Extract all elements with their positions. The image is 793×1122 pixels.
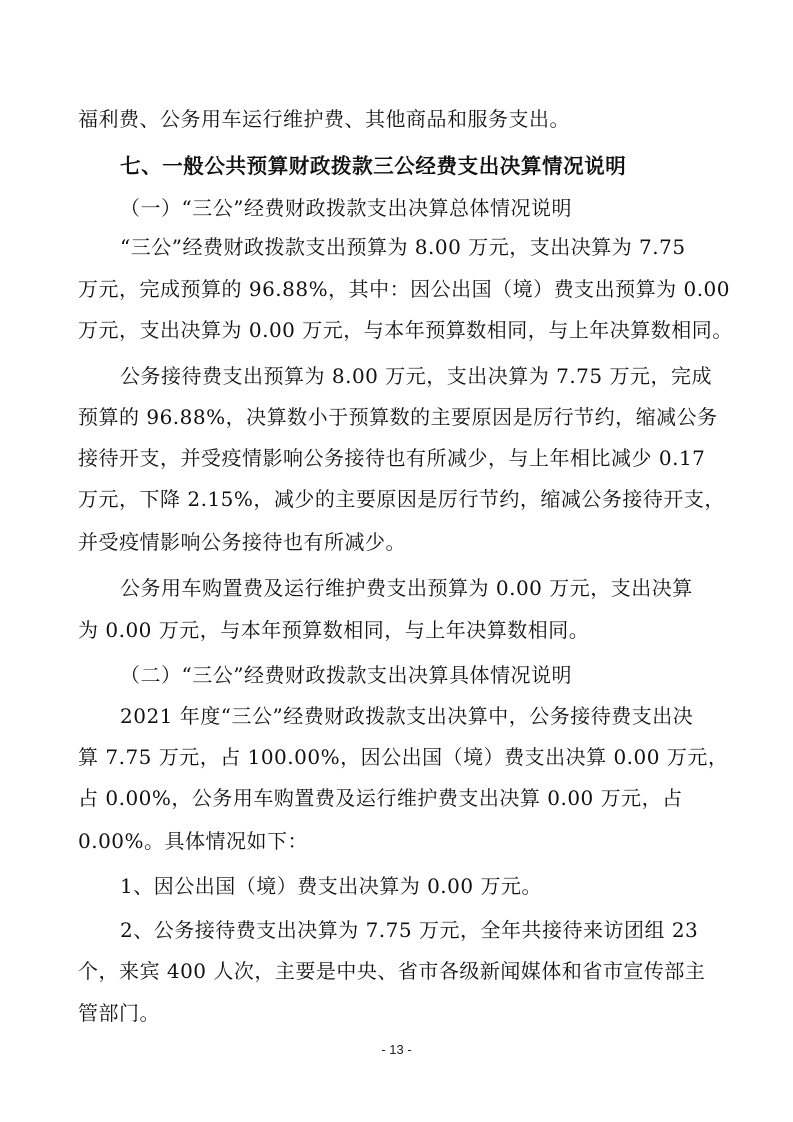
text-line: 2、公务接待费支出决算为 7.75 万元，全年共接待来访团组 23 — [120, 918, 699, 942]
text-line: 管部门。 — [78, 1001, 160, 1025]
section-heading: 七、一般公共预算财政拨款三公经费支出决算情况说明 — [120, 154, 627, 178]
text-line: 个，来宾 400 人次，主要是中央、省市各级新闻媒体和省市宣传部主 — [78, 959, 706, 983]
text-line: 公务用车购置费及运行维护费支出预算为 0.00 万元，支出决算 — [120, 576, 693, 600]
text-line: 2021 年度“三公”经费财政拨款支出决算中，公务接待费支出决 — [120, 704, 694, 728]
text-line: 1、因公出国（境）费支出决算为 0.00 万元。 — [120, 874, 542, 898]
text-line: 福利费、公务用车运行维护费、其他商品和服务支出。 — [78, 107, 570, 131]
text-line: “三公”经费财政拨款支出预算为 8.00 万元，支出决算为 7.75 — [120, 235, 686, 259]
text-line: 算 7.75 万元，占 100.00%，因公出国（境）费支出决算 0.00 万元， — [78, 745, 729, 769]
text-line: 预算的 96.88%，决算数小于预算数的主要原因是厉行节约，缩减公务 — [78, 405, 718, 429]
text-line: 并受疫情影响公务接待也有所减少。 — [78, 530, 406, 554]
text-line: 万元，支出决算为 0.00 万元，与本年预算数相同，与上年决算数相同。 — [78, 318, 733, 342]
text-line: 万元，下降 2.15%，减少的主要原因是厉行节约，缩减公务接待开支， — [78, 487, 725, 511]
text-line: 占 0.00%，公务用车购置费及运行维护费支出决算 0.00 万元，占 — [78, 786, 683, 810]
text-line: 接待开支，并受疫情影响公务接待也有所减少，与上年相比减少 0.17 — [78, 446, 706, 470]
text-line: 万元，完成预算的 96.88%，其中：因公出国（境）费支出预算为 0.00 — [78, 277, 731, 301]
text-line: 公务接待费支出预算为 8.00 万元，支出决算为 7.75 万元，完成 — [120, 364, 712, 388]
text-line: 0.00%。具体情况如下： — [78, 829, 309, 853]
text-line: 为 0.00 万元，与本年预算数相同，与上年决算数相同。 — [78, 618, 590, 642]
subsection-heading: （二）“三公”经费财政拨款支出决算具体情况说明 — [120, 663, 572, 687]
subsection-heading: （一）“三公”经费财政拨款支出决算总体情况说明 — [120, 196, 572, 220]
page-number: - 13 - — [381, 1042, 412, 1057]
